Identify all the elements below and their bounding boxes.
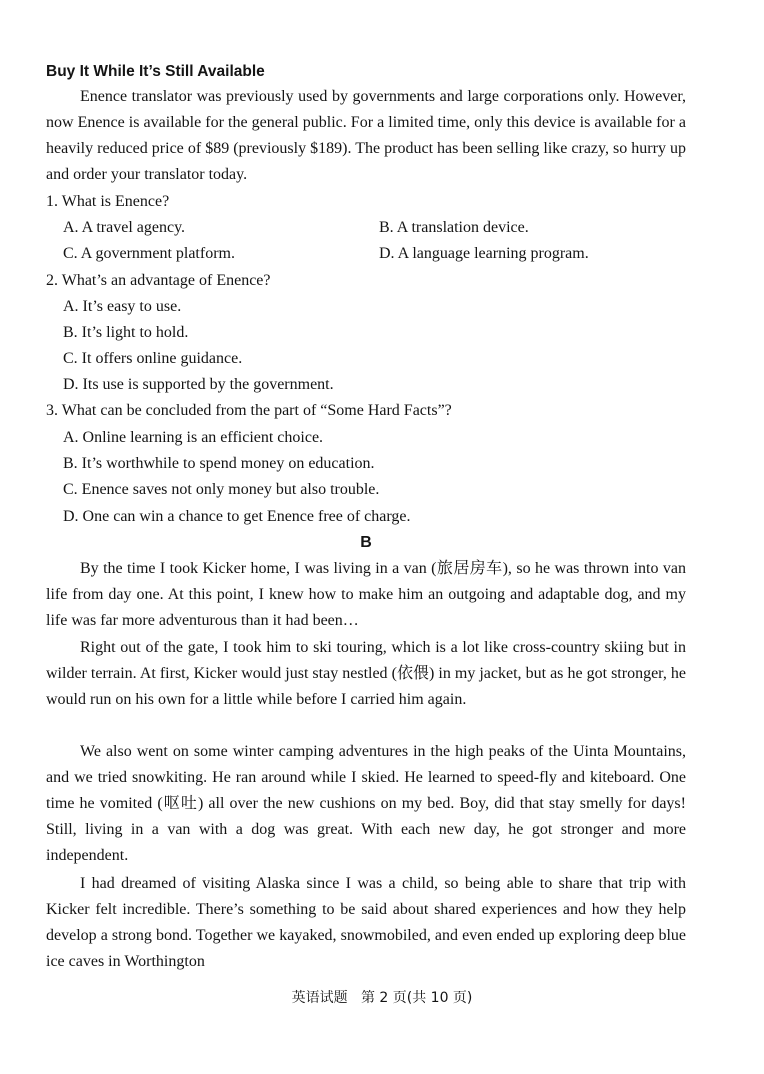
- answer-option[interactable]: D. One can win a chance to get Enence free of charge.: [63, 508, 411, 525]
- question-stem: 2. What’s an advantage of Enence?: [46, 272, 271, 289]
- question-stem: 1. What is Enence?: [46, 193, 170, 210]
- passage-b-paragraph: I had dreamed of visiting Alaska since I was a child, so being able to share that trip with Kicker felt incredible. There’s something to be said about shared experiences and how they help develop a strong bond. Together we kayaked, snowmobiled, and even ended up exploring deep blue ice caves in Worthington: [46, 875, 686, 971]
- answer-option[interactable]: B. A translation device.: [379, 219, 529, 236]
- passage-b-paragraph: By the time I took Kicker home, I was living in a van (旅居房车), so he was thrown into van life from day one. At this point, I knew how to make him an outgoing and adaptable dog, and my life was far more adventurous than it had been…: [46, 560, 686, 630]
- answer-option[interactable]: C. Enence saves not only money but also trouble.: [63, 481, 380, 498]
- page-footer: 英语试题 第 2 页(共 10 页): [291, 990, 473, 1006]
- section-label-b: B: [360, 534, 372, 551]
- question-stem: 3. What can be concluded from the part of “Some Hard Facts”?: [46, 402, 452, 419]
- answer-option[interactable]: A. It’s easy to use.: [63, 298, 182, 315]
- passage-title: Buy It While It’s Still Available: [46, 63, 265, 80]
- passage-b-paragraph: Right out of the gate, I took him to ski touring, which is a lot like cross-country skiing but in wilder terrain. At first, Kicker would just stay nestled (依偎) in my jacket, but as he got stronger, he would run on his own for a little while before I carried him again.: [46, 639, 686, 709]
- answer-option[interactable]: D. Its use is supported by the government.: [63, 376, 334, 393]
- passage-b-paragraph: We also went on some winter camping adventures in the high peaks of the Uinta Mountains, and we tried snowkiting. He ran around while I skied. He learned to speed-fly and kiteboard. One time he vomited (呕吐) all over the new cushions on my bed. Boy, did that stay smelly for days! Still, living in a van with a dog was great. With each new day, he got stronger and more independent.: [46, 743, 686, 865]
- passage-a-text: Enence translator was previously used by governments and large corporations only. However, now Enence is available for the general public. For a limited time, only this device is available for a heavily reduced price of $89 (previously $189). The product has been selling like crazy, so hurry up and order your translator today.: [46, 88, 686, 184]
- answer-option[interactable]: B. It’s worthwhile to spend money on education.: [63, 455, 375, 472]
- passage-a-body: [46, 84, 686, 188]
- answer-option[interactable]: C. A government platform.: [63, 245, 235, 262]
- answer-option[interactable]: B. It’s light to hold.: [63, 324, 189, 341]
- answer-option[interactable]: C. It offers online guidance.: [63, 350, 243, 367]
- answer-option[interactable]: A. A travel agency.: [63, 219, 186, 236]
- answer-option[interactable]: A. Online learning is an efficient choice.: [63, 429, 324, 446]
- answer-option[interactable]: D. A language learning program.: [379, 245, 589, 262]
